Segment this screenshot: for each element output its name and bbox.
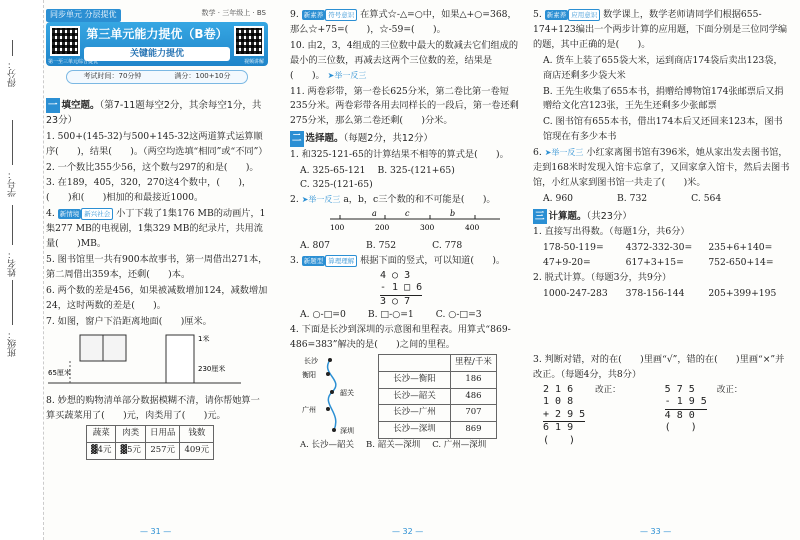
option[interactable]: A. ○-□=0 <box>300 309 346 321</box>
city-dot <box>332 428 336 432</box>
badge-new-context: 新情境 <box>59 209 80 218</box>
route-map <box>290 354 370 436</box>
choice-1-options-2 <box>290 178 520 193</box>
page-subtitle: 关键能力提优 <box>84 47 230 61</box>
table-header: 钱数 <box>180 426 214 443</box>
page-number-32: — 32 — <box>392 527 424 536</box>
calc-line: 6 1 9 <box>543 422 574 434</box>
option[interactable]: B. □-○=1 <box>367 309 414 321</box>
title-banner <box>46 22 268 66</box>
choice-4-options <box>290 439 520 453</box>
extend-link[interactable]: ➤举一反三 <box>301 195 341 205</box>
badge-application: 应用意识 <box>568 9 600 21</box>
qr-code-right-icon[interactable] <box>234 26 264 56</box>
table-header: 里程/千米 <box>451 355 497 372</box>
vertical-calc <box>290 270 520 309</box>
table-cell: 186 <box>451 371 497 388</box>
option[interactable]: B. 325-(121+65) <box>377 164 455 176</box>
city-dot <box>326 372 330 376</box>
extend-link[interactable]: ➤举一反三 <box>544 148 584 158</box>
choice-2: 2. ➤举一反三 a，b，c三个数的和不可能是( )。 <box>290 194 496 206</box>
answer-blank[interactable]: ( ) <box>543 434 576 446</box>
table-cell: 486 <box>451 388 497 405</box>
section-calc <box>533 209 791 224</box>
calc-line: 5 7 5 <box>664 383 695 395</box>
option[interactable]: A. 325-65-121 <box>300 164 366 176</box>
point-label-a: a <box>372 209 377 219</box>
question-6: 6. 两个数的差是456，如果被减数增加124，减数增加24，这时两数的差是( )。 <box>46 284 268 311</box>
badge-social: 新兴社会 <box>81 208 113 220</box>
question-7: 7. 如图，窗户下沿距离地面( )厘米。 <box>46 315 212 327</box>
calc-item: 205+399+195 <box>708 287 777 299</box>
choice-5: 5. 新素养 应用意识 数学课上，数学老师请同学们根据655-174+123编出一个两步计算的应用题，下面分别是三位同学编的题，其中正确的是( )。 <box>533 9 788 50</box>
window-diagram <box>46 331 256 389</box>
calc-line: - 1 □ 6 <box>380 282 422 296</box>
calc-line: 1 0 8 <box>543 396 574 408</box>
column-3 <box>533 8 791 447</box>
badge-reasoning: 算理理解 <box>325 255 357 267</box>
city-label: 广州 <box>302 406 316 415</box>
question-4-text: 小丁下载了1集176 MB的动画片，1集277 MB的电视剧，1集329 MB的纪录片，共用流量( )MB。 <box>46 208 266 250</box>
city-dot <box>328 358 332 362</box>
option[interactable]: A. 960 <box>543 192 574 204</box>
calc-item: 617+3+15= <box>625 256 684 268</box>
section-title: 填空题。 <box>61 100 100 111</box>
question-2: 2. 一个数比355少56，这个数与297的和是( )。 <box>46 161 259 173</box>
calc-line: 2 1 6 <box>543 383 574 395</box>
city-label: 长沙 <box>304 357 318 366</box>
city-label: 深圳 <box>340 427 354 436</box>
calc-item: 178-50-119= <box>543 242 604 254</box>
table-cell: 长沙—韶关 <box>379 388 451 405</box>
calc-item: 378-156-144 <box>625 287 685 299</box>
table-cell: 869 <box>451 422 497 439</box>
tick-label: 300 <box>420 223 435 233</box>
number-line <box>290 209 510 233</box>
score-line <box>12 40 13 56</box>
height-label-230: 230厘米 <box>198 364 226 373</box>
choice-1-options <box>290 164 520 179</box>
calc-3: 3. 判断对错，对的在( )里画“√”，错的在( )里画“×”并改正。（每题4分，共8分） <box>533 353 785 380</box>
choice-1: 1. 和325-121-65的计算结果不相等的算式是( )。 <box>290 148 509 160</box>
badge-symbol: 符号意识 <box>325 9 357 21</box>
section-number: 二 <box>290 131 304 146</box>
page-number-31: — 31 — <box>140 527 172 536</box>
class-line <box>12 280 13 325</box>
step-calc-grid <box>533 287 791 353</box>
section-desc: （第7-11题每空2分，其余每空1分，共23分） <box>46 100 262 127</box>
calc-line: 4 8 0 <box>664 409 695 421</box>
choice-2-options <box>290 239 520 254</box>
badge-new-literacy: 新素养 <box>303 10 324 19</box>
city-dot <box>330 390 334 394</box>
question-10: 10. 由2，3，4组成的三位数中最大的数减去它们组成的最小的三位数，再减去这两个三位数的差，结果是( )。 ➤举一反三 <box>290 39 519 81</box>
option[interactable]: A. 长沙—韶关 <box>300 440 355 451</box>
question-4: 4. 新情境 新兴社会 小丁下载了1集176 MB的动画片，1集277 MB的电视剧，1集329 MB的纪录片，共用流量( )MB。 <box>46 208 266 250</box>
class-label: 班级： <box>8 330 18 357</box>
table-header: 日用品 <box>145 426 180 443</box>
calc-line: + 2 9 5 <box>543 409 585 423</box>
option-a[interactable]: A. 货车上装了655袋大米，运到商店174袋后卖出123袋，商店还剩多少袋大米 <box>543 54 783 81</box>
option[interactable]: C. 广州—深圳 <box>432 440 487 451</box>
page-title: 第三单元能力提优（B卷） <box>86 27 228 41</box>
calc-2: 2. 脱式计算。（每题3分，共9分） <box>533 271 672 283</box>
judge-calcs <box>533 384 791 448</box>
tick-label: 100 <box>330 223 345 233</box>
direct-calc-grid <box>533 241 791 271</box>
judge-calc-2 <box>665 384 707 448</box>
series-tag: 同步单元 分层提优 <box>46 9 121 22</box>
name-label: 姓名： <box>8 250 18 277</box>
option[interactable]: C. 564 <box>691 192 722 204</box>
option-c[interactable]: C. 图书馆有655本书，借出174本后又还回来123本，图书馆现在有多少本书 <box>543 116 783 143</box>
city-label: 衡阳 <box>302 371 316 380</box>
section-desc: （每题2分，共12分） <box>343 133 433 145</box>
binding-strip <box>0 0 44 540</box>
fix-label: 改正： <box>595 384 621 395</box>
calc-item: 47+9-20= <box>543 256 591 268</box>
section-title: 计算题。 <box>548 210 587 222</box>
choice-6: 6. ➤举一反三 小红家离图书馆有396米，她从家出发去图书馆，走到168米时发现入馆卡忘拿了，又回家拿入馆卡，然后去图书馆，小红从家到图书馆一共走了( )米。 <box>533 147 790 188</box>
table-cell: 257元 <box>145 443 180 460</box>
city-label: 韶关 <box>340 389 354 398</box>
route-path <box>328 360 336 430</box>
question-11: 11. 两卷彩带，第一卷长625分米，第二卷比第一卷短235分米。两卷彩带各用去同样长的一段后，第一卷还剩275分米，那么第二卷还剩( )分米。 <box>290 85 519 127</box>
calc-item: 752-650+14= <box>708 256 774 268</box>
question-5: 5. 图书馆里一共有900本故事书，第一周借出271本，第二周借出359本，还剩( )本。 <box>46 254 268 280</box>
option-b[interactable]: B. 王先生收集了655本书，捐赠给博物馆174张邮票后又捐赠给文化宫123张，王先生还剩多少张邮票 <box>543 85 784 112</box>
city-dot <box>326 407 330 411</box>
table-header <box>379 355 451 372</box>
tick-label: 200 <box>375 223 390 233</box>
page-number-33: — 33 — <box>640 527 672 536</box>
option[interactable]: B. 752 <box>366 240 397 252</box>
section-desc: （共23分） <box>586 210 632 222</box>
table-cell: 707 <box>451 405 497 422</box>
calc-line: 4 ○ 3 <box>380 269 411 281</box>
qr-code-left-icon[interactable] <box>50 26 80 56</box>
section-title: 选择题。 <box>305 133 344 145</box>
table-cell: 409元 <box>180 443 214 460</box>
question-9: 9. 新素养 符号意识 在算式☆-△=○中，如果△+○=368，那么☆+75=( )，☆-59=( )。 <box>290 9 517 35</box>
choice-6-options <box>533 192 791 207</box>
option[interactable]: C. 778 <box>432 240 463 252</box>
choice-3: 3. 新题型 算理理解 根据下面的竖式，可以知道( )。 <box>290 255 506 267</box>
answer-blank[interactable]: ( ) <box>664 422 697 434</box>
fix-label: 改正： <box>716 384 743 395</box>
mileage-table <box>378 354 497 439</box>
calc-1: 1. 直接写出得数。（每题1分，共6分） <box>533 226 690 238</box>
qr-left-caption: 第一至三单元综合提优 <box>48 59 99 65</box>
height-label-1m: 1米 <box>198 334 210 343</box>
option[interactable]: B. 韶关—深圳 <box>366 440 421 451</box>
exam-meta <box>66 70 248 84</box>
calc-line: - 1 9 5 <box>665 396 707 410</box>
shopping-table <box>86 425 214 460</box>
section-number: 一 <box>46 98 60 113</box>
header <box>46 8 268 94</box>
qr-right-caption: 视频讲解 <box>243 59 264 65</box>
exam-full-score: 满分：100+10分 <box>174 72 231 81</box>
name-line <box>12 205 13 245</box>
section-number: 三 <box>533 209 547 224</box>
choice-4: 4. 下面是长沙到深圳的示意图和里程表。用算式“869-486=383”解决的是( )之间的里程。 <box>290 324 511 351</box>
option[interactable]: C. ○-□=3 <box>435 309 482 321</box>
extend-link[interactable]: ➤举一反三 <box>327 70 367 80</box>
table-cell: 长沙—深圳 <box>379 422 451 439</box>
question-8: 8. 妙想的购物清单部分数据模糊不清，请你帮她算一算买蔬菜用了( )元，肉类用了( )元。 <box>46 395 260 422</box>
question-1: 1. 500+(145-32)与500+145-32这两道算式运算顺序( )，结果( )。（两空均选填“相同”或“不同”） <box>46 130 268 157</box>
choice-3-options <box>290 308 520 323</box>
table-header: 肉类 <box>116 426 145 443</box>
height-label-65: 65厘米 <box>48 368 71 377</box>
calc-item: 235+6+140= <box>708 242 773 254</box>
point-label-b: b <box>450 209 456 219</box>
table-cell: ▓4元 <box>87 443 116 460</box>
table-cell: ▓5元 <box>116 443 145 460</box>
badge-new-type: 新题型 <box>303 256 324 265</box>
option[interactable]: B. 732 <box>617 192 648 204</box>
question-9-text: 在算式☆-△=○中，如果△+○=368，那么☆+75=( )，☆-59=( )。 <box>290 9 517 35</box>
exam-time: 考试时间：70分钟 <box>83 72 142 81</box>
calc-item: 4372-332-30= <box>625 242 693 254</box>
table-cell: 长沙—广州 <box>379 405 451 422</box>
option[interactable]: C. 325-(121-65) <box>300 179 373 191</box>
badge-new-literacy: 新素养 <box>546 10 567 19</box>
tick-label: 400 <box>465 223 480 233</box>
door-shape <box>166 335 194 383</box>
option[interactable]: A. 807 <box>300 240 331 252</box>
section-choice <box>290 131 520 146</box>
map-and-table <box>290 354 520 439</box>
section-fill <box>46 98 268 129</box>
calc-item: 1000-247-283 <box>543 287 608 299</box>
column-1 <box>46 8 268 460</box>
score-label: 得分： <box>8 60 18 87</box>
column-2 <box>290 8 520 453</box>
id-line <box>12 120 13 165</box>
table-cell: 长沙—衡阳 <box>379 371 451 388</box>
calc-line: 3 ○ 7 <box>380 295 411 307</box>
question-3: 3. 在189，405，320，270这4个数中，( )，( )和( )相加的和最接近1000。 <box>46 177 252 204</box>
judge-calc-1 <box>543 384 585 448</box>
subject-label: 数学 · 三年级上 · BS <box>201 9 266 17</box>
id-label: 学号： <box>8 170 18 197</box>
table-header: 蔬菜 <box>87 426 116 443</box>
point-label-c: c <box>405 209 410 219</box>
